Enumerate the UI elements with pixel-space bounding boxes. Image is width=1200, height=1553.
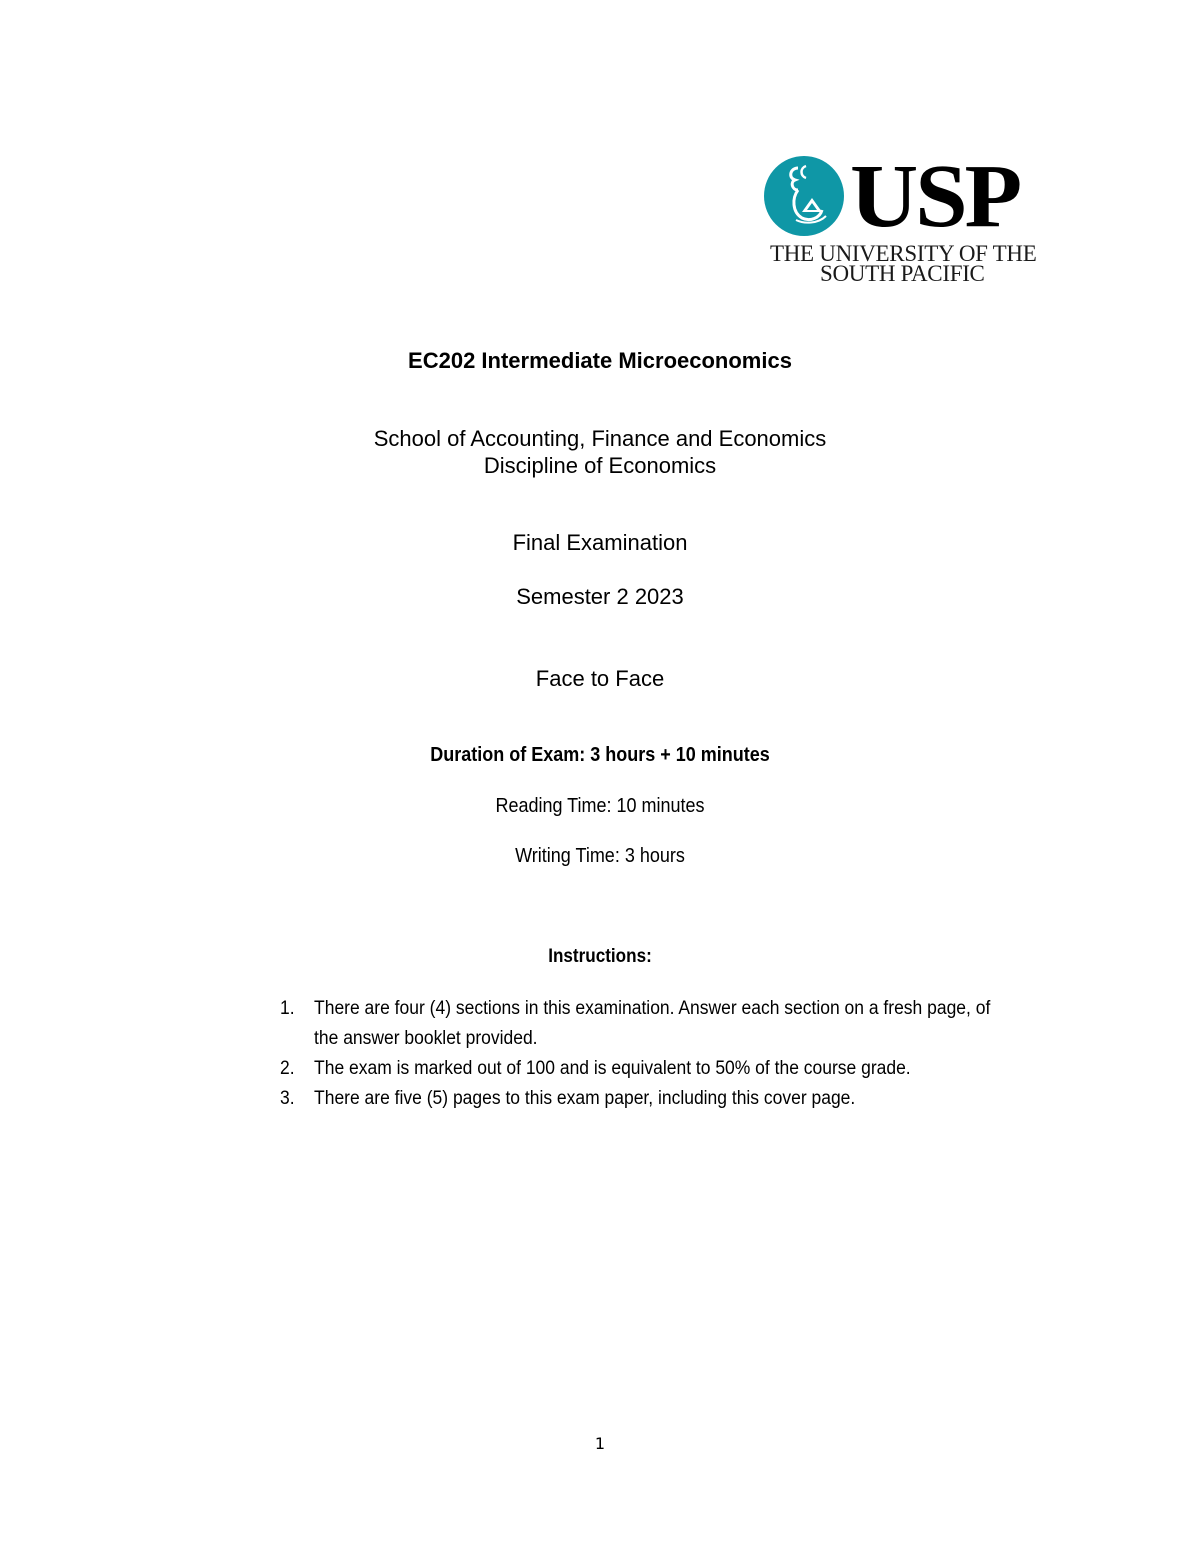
university-name-line-2: SOUTH PACIFIC — [820, 261, 985, 286]
page-number: 1 — [594, 1434, 606, 1453]
instruction-number: 2. — [280, 1058, 295, 1079]
instructions-list — [280, 994, 1080, 1114]
course-title: EC202 Intermediate Microeconomics — [408, 348, 792, 373]
usp-emblem-icon — [762, 154, 846, 238]
instruction-item — [280, 994, 1016, 1054]
discipline-name: Discipline of Economics — [483, 453, 717, 478]
semester: Semester 2 2023 — [516, 584, 684, 609]
exam-mode: Face to Face — [535, 666, 665, 691]
instruction-text: The exam is marked out of 100 and is equivalent to 50% of the course grade. — [314, 1058, 911, 1079]
instruction-item — [280, 1054, 1016, 1084]
instruction-number: 3. — [280, 1088, 295, 1109]
instruction-item — [280, 1084, 1016, 1114]
school-name: School of Accounting, Finance and Economics — [373, 426, 827, 451]
exam-type: Final Examination — [512, 530, 688, 555]
usp-logo — [762, 147, 1052, 286]
university-name-line-1: THE UNIVERSITY OF THE — [770, 241, 1037, 266]
usp-wordmark: USP — [850, 147, 1020, 246]
instructions-heading: Instructions: — [548, 946, 652, 967]
writing-time: Writing Time: 3 hours — [515, 845, 685, 867]
instruction-text: There are four (4) sections in this examination. Answer each section on a fresh page, of the answer booklet provided. — [314, 998, 991, 1049]
instruction-text: There are five (5) pages to this exam paper, including this cover page. — [314, 1088, 856, 1109]
exam-duration: Duration of Exam: 3 hours + 10 minutes — [430, 744, 770, 766]
instruction-number: 1. — [280, 998, 295, 1019]
reading-time: Reading Time: 10 minutes — [495, 795, 705, 817]
